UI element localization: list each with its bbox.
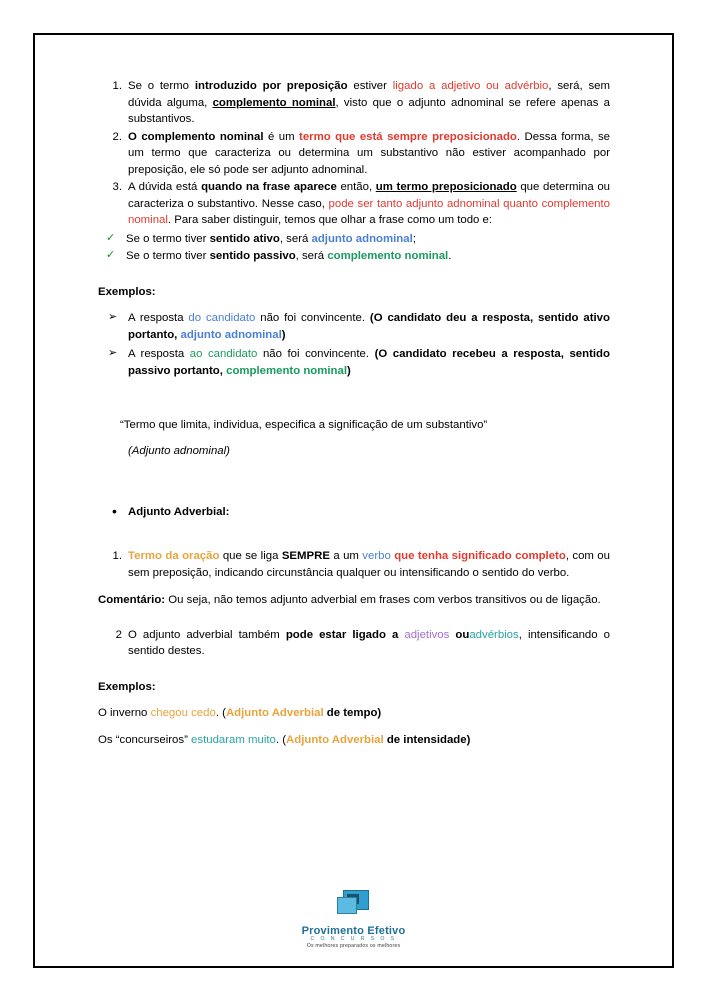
list-number: 3. — [112, 181, 122, 194]
definition-source: (Adjunto adnominal) — [128, 445, 230, 458]
check-icon: ✓ — [106, 231, 116, 244]
adverbial-rules-list-2 — [98, 627, 610, 660]
numbered-rules-list — [98, 78, 610, 229]
brand-tagline-2: Os melhores preparados os melhores — [306, 943, 401, 949]
brand-tagline-1: C O N C U R S O S — [310, 936, 397, 942]
examples-heading-2: Exemplos: — [98, 680, 156, 693]
rule-text-3: A dúvida está quando na frase aparece então, um termo preposicionado que determina ou caracteriza o substantivo. Nesse caso, pode ser tanto adjunto adnominal quanto complemento nominal. Para saber distinguir, temos que olhar a frase como um todo e: — [128, 181, 610, 227]
example-sentence-1: O inverno chegou cedo. (Adjunto Adverbial de tempo) — [98, 707, 382, 720]
list-item — [98, 627, 610, 660]
examples-list-1 — [98, 310, 610, 379]
list-item — [98, 129, 610, 179]
list-item — [98, 231, 610, 248]
brand-name: Provimento Efetivo — [301, 925, 406, 937]
list-item — [98, 248, 610, 265]
list-number: 2. — [112, 130, 122, 143]
arrow-icon: ➢ — [108, 347, 118, 360]
monitor-icon — [337, 890, 371, 918]
check-text-1: Se o termo tiver sentido ativo, será adjunto adnominal; — [126, 232, 416, 245]
definition-quote: “Termo que limita, individua, especifica a significação de um substantivo” — [120, 418, 488, 431]
arrow-icon: ➢ — [108, 311, 118, 324]
footer-logo — [0, 890, 707, 949]
check-text-2: Se o termo tiver sentido passivo, será complemento nominal. — [126, 250, 452, 263]
list-item — [98, 179, 610, 229]
section-bullet — [98, 504, 610, 521]
section-title: Adjunto Adverbial: — [128, 505, 230, 518]
examples-heading-1: Exemplos: — [98, 285, 156, 298]
list-item — [98, 78, 610, 128]
list-number: 1. — [112, 80, 122, 92]
rule-text-1: Se o termo introduzido por preposição estiver ligado a adjetivo ou advérbio, será, sem dúvida alguma, complemento nominal, visto que o adjunto adnominal se refere apenas a substantivos. — [128, 80, 610, 126]
list-item — [98, 346, 610, 379]
rule-text-2: O complemento nominal é um termo que está sempre preposicionado. Dessa forma, se um termo que caracteriza ou determina um substantivo não estiver acompanhado por preposição, ele só pode ser adjunto adnominal. — [128, 130, 611, 176]
adverbial-rule-text-2: O adjunto adverbial também pode estar ligado a adjetivos ouadvérbios, intensificando o sentido destes. — [128, 628, 610, 658]
comment-paragraph: Comentário: Ou seja, não temos adjunto adverbial em frases com verbos transitivos ou de ligação. — [98, 594, 601, 607]
list-item — [98, 310, 610, 343]
adverbial-rules-list — [98, 548, 610, 581]
example-text-2: A resposta ao candidato não foi convincente. (O candidato recebeu a resposta, sentido passivo portanto, complemento nominal) — [128, 348, 610, 377]
list-item — [98, 548, 610, 581]
example-sentence-2: Os “concurseiros” estudaram muito. (Adjunto Adverbial de intensidade) — [98, 733, 471, 746]
list-item — [98, 504, 610, 521]
check-icon: ✓ — [106, 249, 116, 262]
check-list — [98, 231, 610, 265]
example-text-1: A resposta do candidato não foi convincente. (O candidato deu a resposta, sentido ativo portanto, adjunto adnominal) — [128, 312, 610, 341]
adverbial-rule-text-1: Termo da oração que se liga SEMPRE a um verbo que tenha significado completo, com ou sem preposição, indicando circunstância qualquer ou intensificando o sentido do verbo. — [128, 550, 610, 579]
document-content — [98, 78, 610, 748]
list-number: 1. — [112, 550, 122, 563]
bullet-icon: • — [112, 502, 117, 519]
list-number: 2 — [115, 628, 122, 641]
